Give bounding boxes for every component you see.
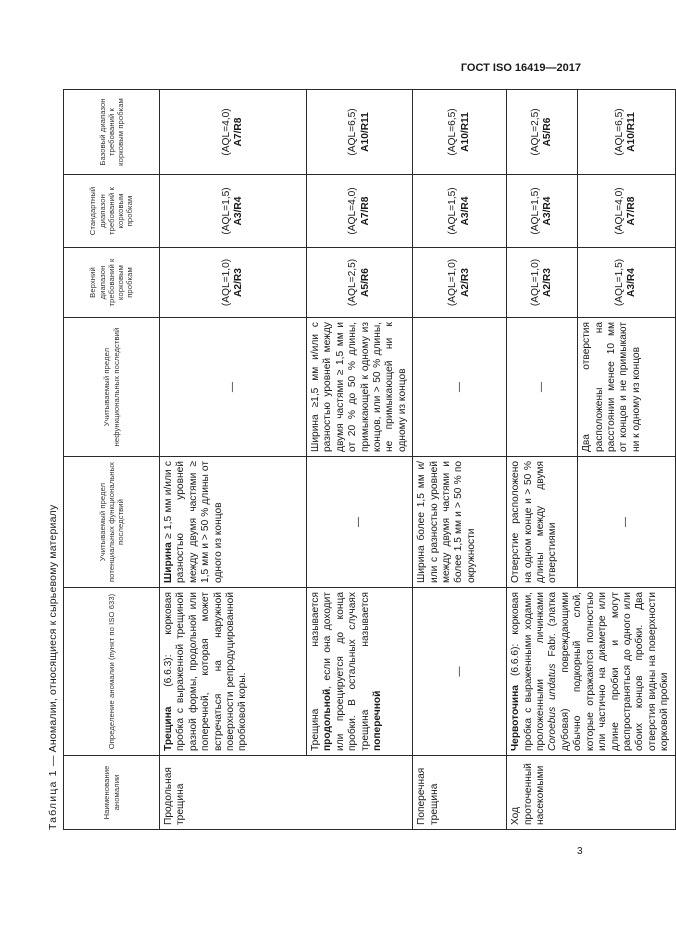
standard-range-transverse (413, 175, 507, 248)
acceptance-code: A10/R11 (626, 112, 638, 152)
table-row (160, 90, 307, 830)
definition-longitudinal-note (307, 588, 413, 756)
nonfunctional-limit-transverse: — (413, 318, 507, 457)
aql-value: (AQL=6,5) (447, 108, 459, 156)
aql-value: (AQL=1,5) (220, 187, 232, 235)
functional-limit-2: — (307, 457, 413, 588)
upper-range-1 (160, 248, 307, 318)
acceptance-code: A7/R8 (359, 196, 371, 226)
aql-value: (AQL=1,5) (447, 187, 459, 235)
table-caption (47, 505, 61, 830)
note-text: Трещина называется (310, 592, 321, 751)
header-standard-range: Стандартный диапазон требований к корковым пробкам (64, 175, 160, 248)
table-row (507, 90, 578, 830)
aql-value: (AQL=1,5) (529, 187, 541, 235)
aql-value: (AQL=1,0) (220, 258, 232, 307)
functional-limit-wormhole-2: — (578, 457, 675, 588)
row-name-longitudinal: Продольная трещина (160, 756, 413, 830)
base-range-wormhole-1 (507, 90, 578, 175)
definition-crack-text: (6.6.3): корковая пробка с выраженной трещиной разной формы, продольной или поперечной, которая может встречаться на наружной поверхности репродуцированной пробковой коры. (163, 592, 249, 751)
acceptance-code: A3/R4 (233, 196, 244, 226)
note-text: , если она доходит или проецируется до конца пробки. В остальных случаях трещина называется (322, 592, 371, 751)
definition-wormhole-text: (6.6.6): корковая пробка с выраженными ходами, проложенными личинками (510, 592, 547, 751)
header-functional-limit: Учитываемый предел потенциальных функциональных последствий (64, 457, 160, 588)
row-name-transverse: Поперечная трещина (413, 756, 507, 830)
rotated-table-block (47, 90, 671, 830)
species-name: Coroebus undatus (547, 663, 559, 751)
upper-range-wormhole-1 (507, 248, 578, 318)
aql-value: (AQL=4,0) (347, 187, 359, 235)
acceptance-code: A3/R4 (626, 268, 638, 297)
nonfunctional-limit-wormhole-2: Два отверстия расположены на расстоянии менее 10 мм от концов и не примыкают ни к одному из концов (578, 318, 675, 457)
anomalies-table (63, 89, 676, 830)
acceptance-code: A3/R4 (542, 196, 554, 226)
page-number: 3 (577, 846, 583, 857)
acceptance-code: A3/R4 (459, 196, 471, 226)
acceptance-code: A2/R3 (542, 268, 554, 297)
header-anomaly-name: Наименование аномалии (64, 756, 160, 830)
document-header: ГОСТ ISO 16419—2017 (460, 62, 581, 74)
table-row (307, 90, 413, 830)
base-range-transverse (413, 90, 507, 175)
term-wormhole: Червоточина (510, 685, 522, 751)
aql-value: (AQL=6,5) (613, 108, 625, 156)
aql-value: (AQL=1,0) (447, 258, 459, 307)
functional-limit-longitudinal (160, 457, 307, 588)
definition-wormhole (507, 588, 675, 756)
table-caption-text: — Аномалии, относящиеся к сырьевому материалу (47, 504, 59, 770)
nonfunctional-limit-2: Ширина ≥1,5 мм и/или с разностью уровней между двумя частями ≥ 1,5 мм и от 20 % до 50 % длины, примыкающей к одному из концов, или > 50 % длины, не примыкающей ни к одному из концов (307, 318, 413, 457)
aql-value: (AQL=2,5) (347, 258, 359, 307)
term-width: Ширина (163, 542, 174, 583)
upper-range-wormhole-2 (578, 248, 675, 318)
aql-value: (AQL=4,0) (613, 187, 625, 235)
standard-range-1 (160, 175, 307, 248)
acceptance-code: A5/R6 (542, 117, 554, 147)
definition-wormhole-text: Fabr. (златка дубовая) повреждающими обычно подкорный слой, которые отражаются полностью или частично на диаметре или длине пробки и могут распространяться до одного или обоих концов пробки. Два отверстия видны на поверхности корковой пробки (547, 592, 671, 751)
upper-range-2 (307, 248, 413, 318)
upper-range-transverse (413, 248, 507, 318)
functional-limit-transverse: Ширина более 1,5 мм и/или с разностью уровней между двумя частями и более 1,5 мм и > 50 % по окружности (413, 457, 507, 588)
aql-value: (AQL=4,0) (220, 108, 232, 156)
term-transverse: поперечной (372, 690, 384, 751)
standard-range-wormhole-1 (507, 175, 578, 248)
acceptance-code: A2/R3 (233, 268, 244, 297)
acceptance-code: A7/R8 (626, 196, 638, 226)
acceptance-code: A2/R3 (459, 268, 471, 297)
header-anomaly-definition: Определение аномалии (пункт по ISO 633) (64, 588, 160, 756)
base-range-wormhole-2 (578, 90, 675, 175)
acceptance-code: A10/R11 (359, 112, 371, 152)
aql-value: (AQL=2,5) (529, 108, 541, 156)
row-name-insect-tunnel: Ход проточенный насекомыми (507, 756, 675, 830)
standard-range-2 (307, 175, 413, 248)
aql-value: (AQL=1,0) (529, 258, 541, 307)
header-base-range: Базовый диапазон требований к корковым пробкам (64, 90, 160, 175)
nonfunctional-limit-wormhole-1: — (507, 318, 578, 457)
base-range-1 (160, 90, 307, 175)
table-caption-number: Таблица 1 (47, 769, 59, 830)
term-longitudinal: продольной (322, 688, 334, 751)
definition-transverse: — (413, 588, 507, 756)
standard-range-wormhole-2 (578, 175, 675, 248)
aql-value: (AQL=1,5) (613, 258, 625, 307)
term-crack: Трещина (163, 706, 174, 751)
acceptance-code: A7/R8 (233, 117, 244, 147)
header-nonfunctional-limit: Учитываемый предел нефункциональных последствий (64, 318, 160, 457)
table-header-row (64, 90, 160, 830)
acceptance-code: A5/R6 (359, 268, 371, 297)
functional-limit-wormhole: Отверстие расположено на одном конце и > 50 % длины между двумя отверстиями (507, 457, 578, 588)
header-upper-range: Верхний диапазон требований к корковым пробкам (64, 248, 160, 318)
functional-limit-text: ≥ 1,5 мм и/или с разностью уровней между двумя частями ≥ 1,5 мм и > 50 % длины от одного из концов (163, 461, 224, 583)
table-row (413, 90, 507, 830)
aql-value: (AQL=6,5) (347, 108, 359, 156)
definition-crack (160, 588, 307, 756)
acceptance-code: A10/R11 (459, 112, 471, 152)
base-range-2 (307, 90, 413, 175)
nonfunctional-limit-1: — (160, 318, 307, 457)
